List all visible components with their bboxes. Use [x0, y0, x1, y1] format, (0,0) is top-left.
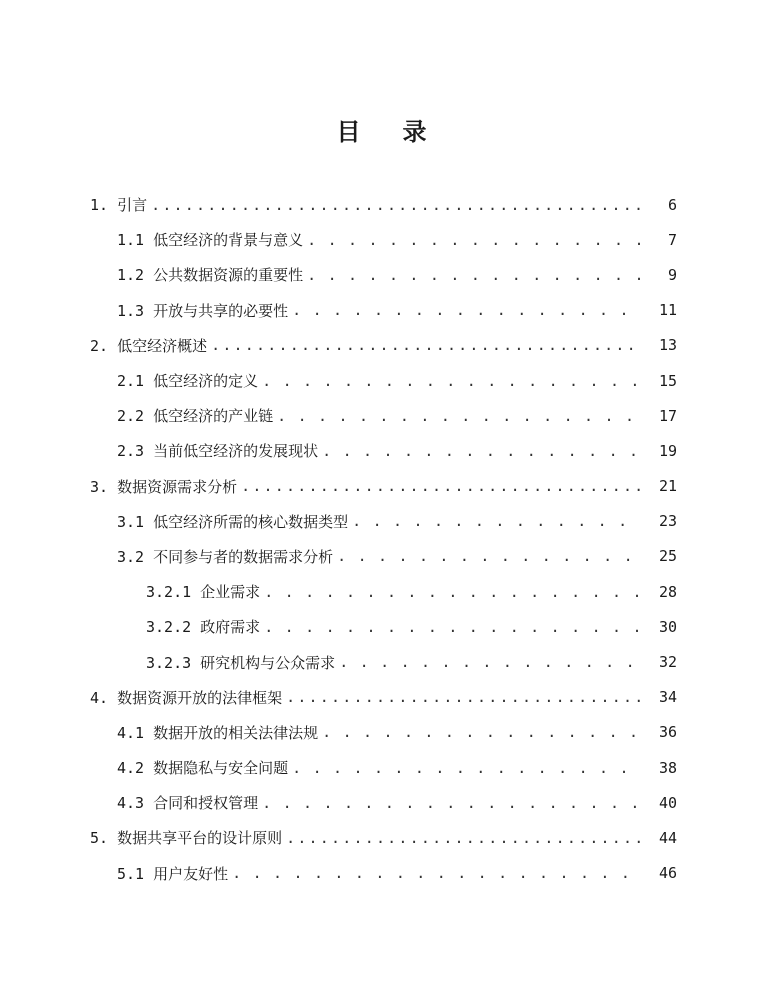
toc-page-number: 9 — [667, 265, 677, 284]
toc-page-number: 19 — [658, 441, 677, 460]
toc-page-number: 44 — [658, 828, 677, 847]
toc-page-number: 21 — [658, 477, 677, 496]
toc-entry[interactable] — [0, 680, 765, 715]
toc-dot-leader — [307, 231, 641, 249]
toc-page-number: 28 — [658, 582, 677, 601]
toc-entry[interactable] — [0, 609, 765, 644]
toc-entry-label: 5. 数据共享平台的设计原则 — [90, 829, 283, 848]
toc-entry-label: 2.3 当前低空经济的发展现状 — [117, 442, 319, 461]
toc-entry-label: 4.1 数据开放的相关法律法规 — [117, 723, 319, 742]
toc-page-number: 30 — [658, 617, 677, 636]
toc-dot-leader — [264, 583, 641, 601]
toc-entry-label: 2.2 低空经济的产业链 — [117, 407, 274, 426]
toc-entry-label: 4. 数据资源开放的法律框架 — [90, 688, 283, 707]
toc-dot-leader — [352, 512, 641, 530]
toc-entry[interactable] — [0, 750, 765, 785]
toc-dot-leader — [322, 442, 641, 460]
toc-dot-leader — [264, 618, 641, 636]
table-of-contents — [0, 187, 765, 891]
toc-dot-leader — [211, 336, 641, 354]
toc-dot-leader — [307, 266, 641, 284]
toc-page-number: 23 — [658, 512, 677, 531]
toc-entry-label: 2.1 低空经济的定义 — [117, 372, 259, 391]
toc-entry[interactable] — [0, 785, 765, 820]
toc-entry-label: 1.2 公共数据资源的重要性 — [117, 266, 304, 285]
toc-entry[interactable] — [0, 293, 765, 328]
toc-entry[interactable] — [0, 398, 765, 433]
toc-page-number: 25 — [658, 547, 677, 566]
toc-entry-label: 4.3 合同和授权管理 — [117, 794, 259, 813]
toc-dot-leader — [322, 723, 641, 741]
toc-entry-label: 3.1 低空经济所需的核心数据类型 — [117, 512, 349, 531]
toc-dot-leader — [262, 372, 641, 390]
toc-entry-label: 1.1 低空经济的背景与意义 — [117, 231, 304, 250]
toc-entry[interactable] — [0, 469, 765, 504]
toc-page-number: 34 — [658, 688, 677, 707]
toc-entry-label: 4.2 数据隐私与安全问题 — [117, 759, 289, 778]
toc-page-number: 13 — [658, 336, 677, 355]
toc-page-number: 11 — [658, 301, 677, 320]
toc-entry[interactable] — [0, 257, 765, 292]
toc-dot-leader — [292, 301, 641, 319]
toc-entry[interactable] — [0, 539, 765, 574]
toc-entry-label: 5.1 用户友好性 — [117, 864, 229, 883]
toc-page-number: 32 — [658, 653, 677, 672]
toc-entry-label: 3.2 不同参与者的数据需求分析 — [117, 547, 334, 566]
toc-entry[interactable] — [0, 715, 765, 750]
page-title — [0, 112, 765, 147]
toc-entry-label: 3.2.1 企业需求 — [146, 583, 261, 602]
toc-entry-label: 2. 低空经济概述 — [90, 336, 208, 355]
toc-entry[interactable] — [0, 222, 765, 257]
toc-entry[interactable] — [0, 856, 765, 891]
toc-entry[interactable] — [0, 433, 765, 468]
toc-page-number: 40 — [658, 793, 677, 812]
toc-dot-leader — [337, 547, 641, 565]
toc-entry[interactable] — [0, 363, 765, 398]
toc-page-number: 7 — [667, 230, 677, 249]
toc-entry[interactable] — [0, 820, 765, 855]
toc-entry[interactable] — [0, 644, 765, 679]
toc-entry-label: 1. 引言 — [90, 196, 148, 215]
toc-dot-leader — [339, 653, 641, 671]
toc-page-number: 6 — [667, 195, 677, 214]
page-title-part2: 录 — [402, 118, 429, 146]
toc-entry-label: 3.2.2 政府需求 — [146, 618, 261, 637]
toc-entry[interactable] — [0, 504, 765, 539]
toc-page-number: 15 — [658, 371, 677, 390]
toc-page-number: 36 — [658, 723, 677, 742]
toc-dot-leader — [286, 688, 641, 706]
toc-dot-leader — [241, 477, 641, 495]
toc-page-number: 17 — [658, 406, 677, 425]
toc-dot-leader — [262, 794, 641, 812]
toc-entry-label: 3.2.3 研究机构与公众需求 — [146, 653, 336, 672]
toc-page-number: 46 — [658, 864, 677, 883]
toc-entry[interactable] — [0, 328, 765, 363]
toc-dot-leader — [232, 864, 641, 882]
toc-dot-leader — [292, 759, 641, 777]
toc-entry-label: 1.3 开放与共享的必要性 — [117, 301, 289, 320]
page-title-part1: 目 — [336, 118, 363, 146]
toc-dot-leader — [286, 829, 641, 847]
toc-dot-leader — [151, 196, 641, 214]
toc-dot-leader — [277, 407, 641, 425]
toc-page-number: 38 — [658, 758, 677, 777]
toc-entry[interactable] — [0, 187, 765, 222]
toc-entry[interactable] — [0, 574, 765, 609]
toc-entry-label: 3. 数据资源需求分析 — [90, 477, 238, 496]
